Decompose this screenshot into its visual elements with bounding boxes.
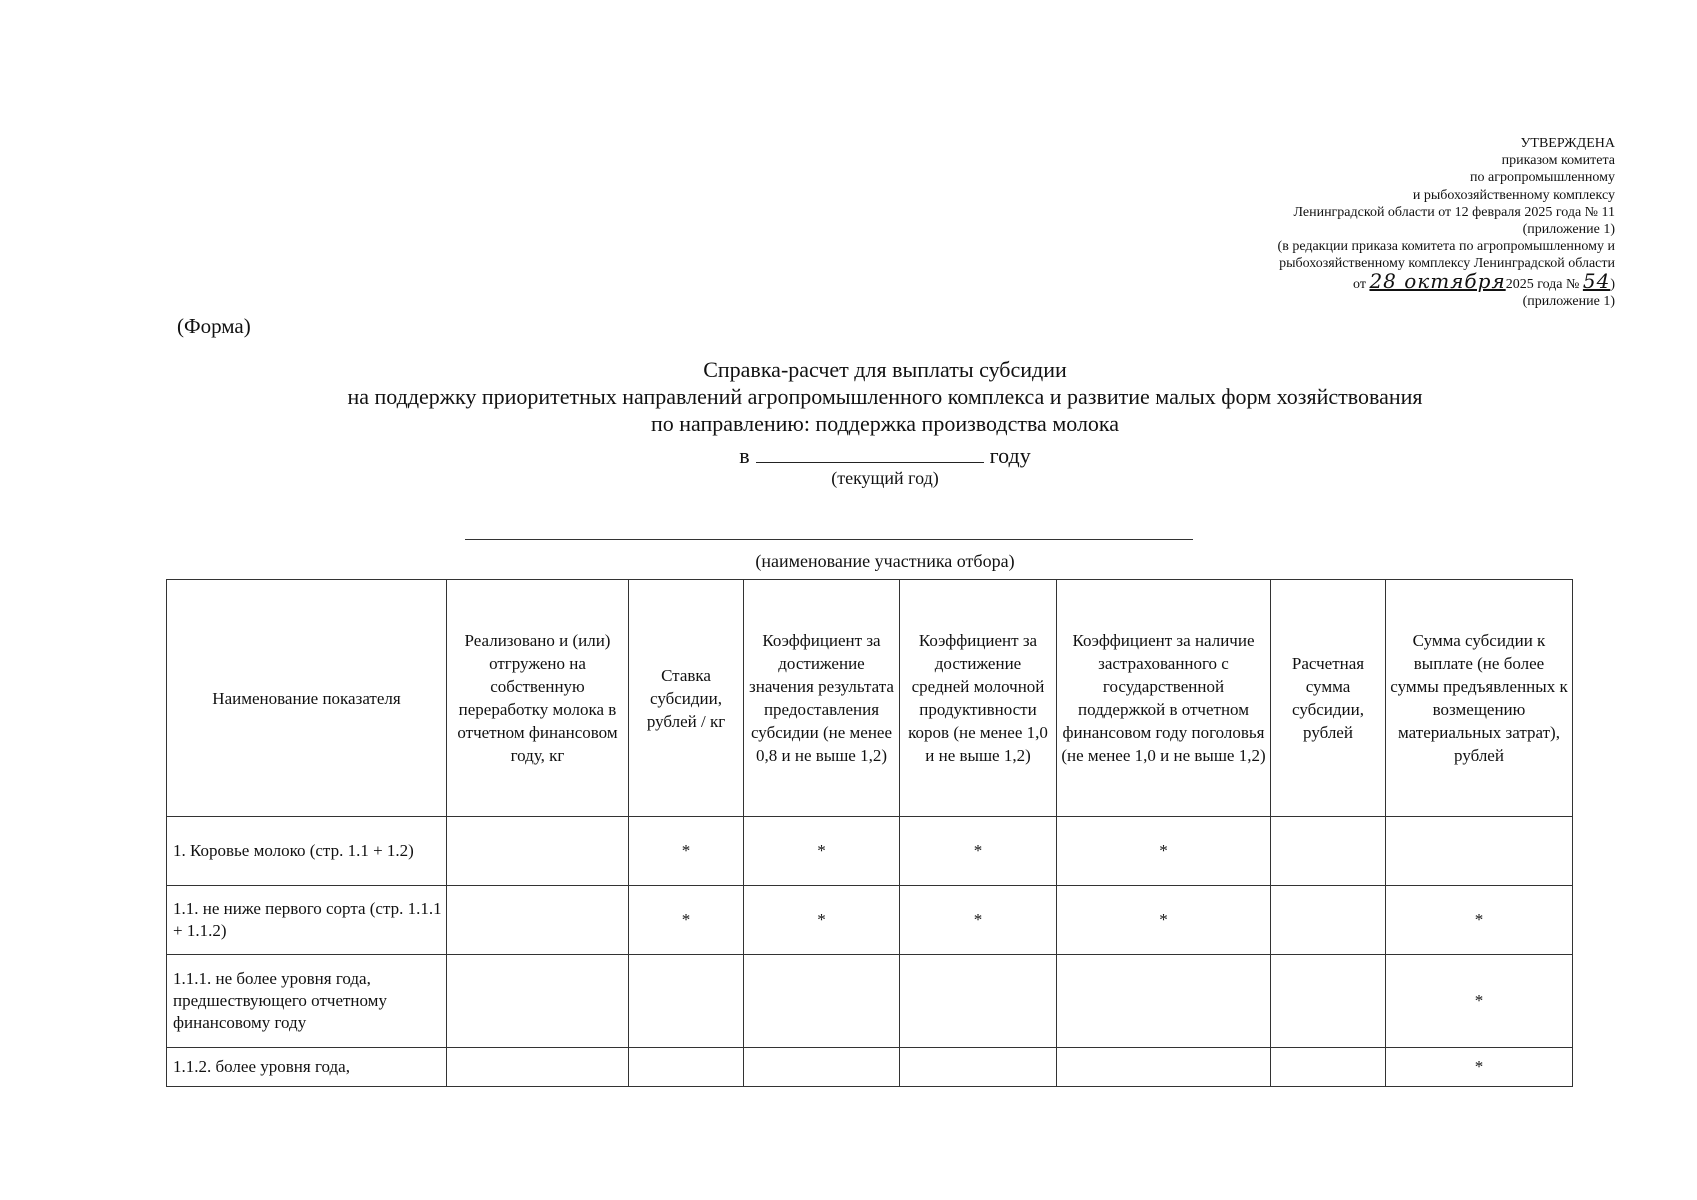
row-name: 1.1.1. не более уровня года, предшествующего отчетному финансовому году <box>167 955 447 1048</box>
date-prefix: от <box>1353 276 1366 292</box>
table-cell <box>1057 1048 1271 1087</box>
table-cell: * <box>1057 817 1271 886</box>
year-blank <box>756 440 984 463</box>
approval-line: (приложение 1) <box>1522 293 1615 309</box>
approval-stamp <box>1278 135 1615 310</box>
form-label: (Форма) <box>177 314 251 338</box>
table-cell: * <box>1386 955 1573 1048</box>
closing-paren: ) <box>1610 276 1615 292</box>
row-name: 1.1. не ниже первого сорта (стр. 1.1.1 + 1.1.2) <box>167 886 447 955</box>
table-cell <box>1271 955 1386 1048</box>
table-cell: * <box>629 817 744 886</box>
column-header: Ставка субсидии, рублей / кг <box>629 580 744 817</box>
year-note: (текущий год) <box>831 468 939 488</box>
year-text: 2025 года № <box>1505 276 1580 292</box>
row-name: 1.1.2. более уровня года, <box>167 1048 447 1087</box>
approval-date-line <box>1278 268 1615 293</box>
column-header: Наименование показателя <box>167 580 447 817</box>
handwritten-number: 54 <box>1582 268 1611 293</box>
table-cell <box>1271 886 1386 955</box>
table-row <box>167 817 1573 886</box>
table-cell <box>447 1048 629 1087</box>
org-name-line <box>465 539 1193 540</box>
approval-line: (приложение 1) <box>1522 222 1615 238</box>
title-line: по направлению: поддержка производства молока <box>650 411 1120 436</box>
table-cell <box>1271 1048 1386 1087</box>
column-header: Реализовано и (или) отгружено на собственную переработку молока в отчетном финансовом году, кг <box>447 580 629 817</box>
table-cell <box>629 955 744 1048</box>
handwritten-date: 28 октября <box>1369 268 1506 293</box>
table-cell: * <box>1386 886 1573 955</box>
table-cell: * <box>900 817 1057 886</box>
year-suffix: году <box>989 443 1031 468</box>
year-prefix: в <box>739 443 750 468</box>
subsidy-table <box>166 579 1573 1087</box>
title-line: на поддержку приоритетных направлений агропромышленного комплекса и развитие малых форм хозяйствования <box>347 384 1423 409</box>
table-cell <box>900 1048 1057 1087</box>
table-cell: * <box>900 886 1057 955</box>
column-header: Сумма субсидии к выплате (не более суммы предъявленных к возмещению материальных затрат), рублей <box>1386 580 1573 817</box>
approval-line: по агропромышленному <box>1470 170 1615 186</box>
table-row <box>167 886 1573 955</box>
table-row <box>167 1048 1573 1087</box>
approval-line: УТВЕРЖДЕНА <box>1520 136 1615 151</box>
table-cell <box>447 955 629 1048</box>
column-header: Коэффициент за достижение средней молочной продуктивности коров (не менее 1,0 и не выше 1,2) <box>900 580 1057 817</box>
column-header: Коэффициент за наличие застрахованного с государственной поддержкой в отчетном финансовом году поголовья (не менее 1,0 и не выше 1,2) <box>1057 580 1271 817</box>
table-cell <box>900 955 1057 1048</box>
table-cell <box>1057 955 1271 1048</box>
approval-line: приказом комитета <box>1501 153 1615 169</box>
table-cell: * <box>1386 1048 1573 1087</box>
title-line: Справка-расчет для выплаты субсидии <box>703 357 1067 382</box>
table-header-row <box>167 580 1573 817</box>
year-field <box>0 440 1697 469</box>
column-header: Коэффициент за достижение значения результата предоставления субсидии (не менее 0,8 и не выше 1,2) <box>744 580 900 817</box>
table-cell <box>629 1048 744 1087</box>
approval-line: Ленинградской области от 12 февраля 2025 года № 11 <box>1293 204 1615 220</box>
approval-line: и рыбохозяйственному комплексу <box>1412 187 1615 203</box>
org-note: (наименование участника отбора) <box>755 551 1015 571</box>
row-name: 1. Коровье молоко (стр. 1.1 + 1.2) <box>167 817 447 886</box>
table-cell <box>447 817 629 886</box>
approval-line: (в редакции приказа комитета по агропромышленному и <box>1277 239 1615 255</box>
table-cell: * <box>744 886 900 955</box>
table-cell: * <box>744 817 900 886</box>
table-cell <box>447 886 629 955</box>
document-title <box>0 356 1697 437</box>
table-cell <box>744 955 900 1048</box>
table-cell: * <box>629 886 744 955</box>
table-cell <box>1271 817 1386 886</box>
table-cell <box>744 1048 900 1087</box>
table-cell <box>1386 817 1573 886</box>
table-row <box>167 955 1573 1048</box>
approval-line: рыбохозяйственному комплексу Ленинградской области <box>1279 256 1615 272</box>
table-cell: * <box>1057 886 1271 955</box>
column-header: Расчетная сумма субсидии, рублей <box>1271 580 1386 817</box>
